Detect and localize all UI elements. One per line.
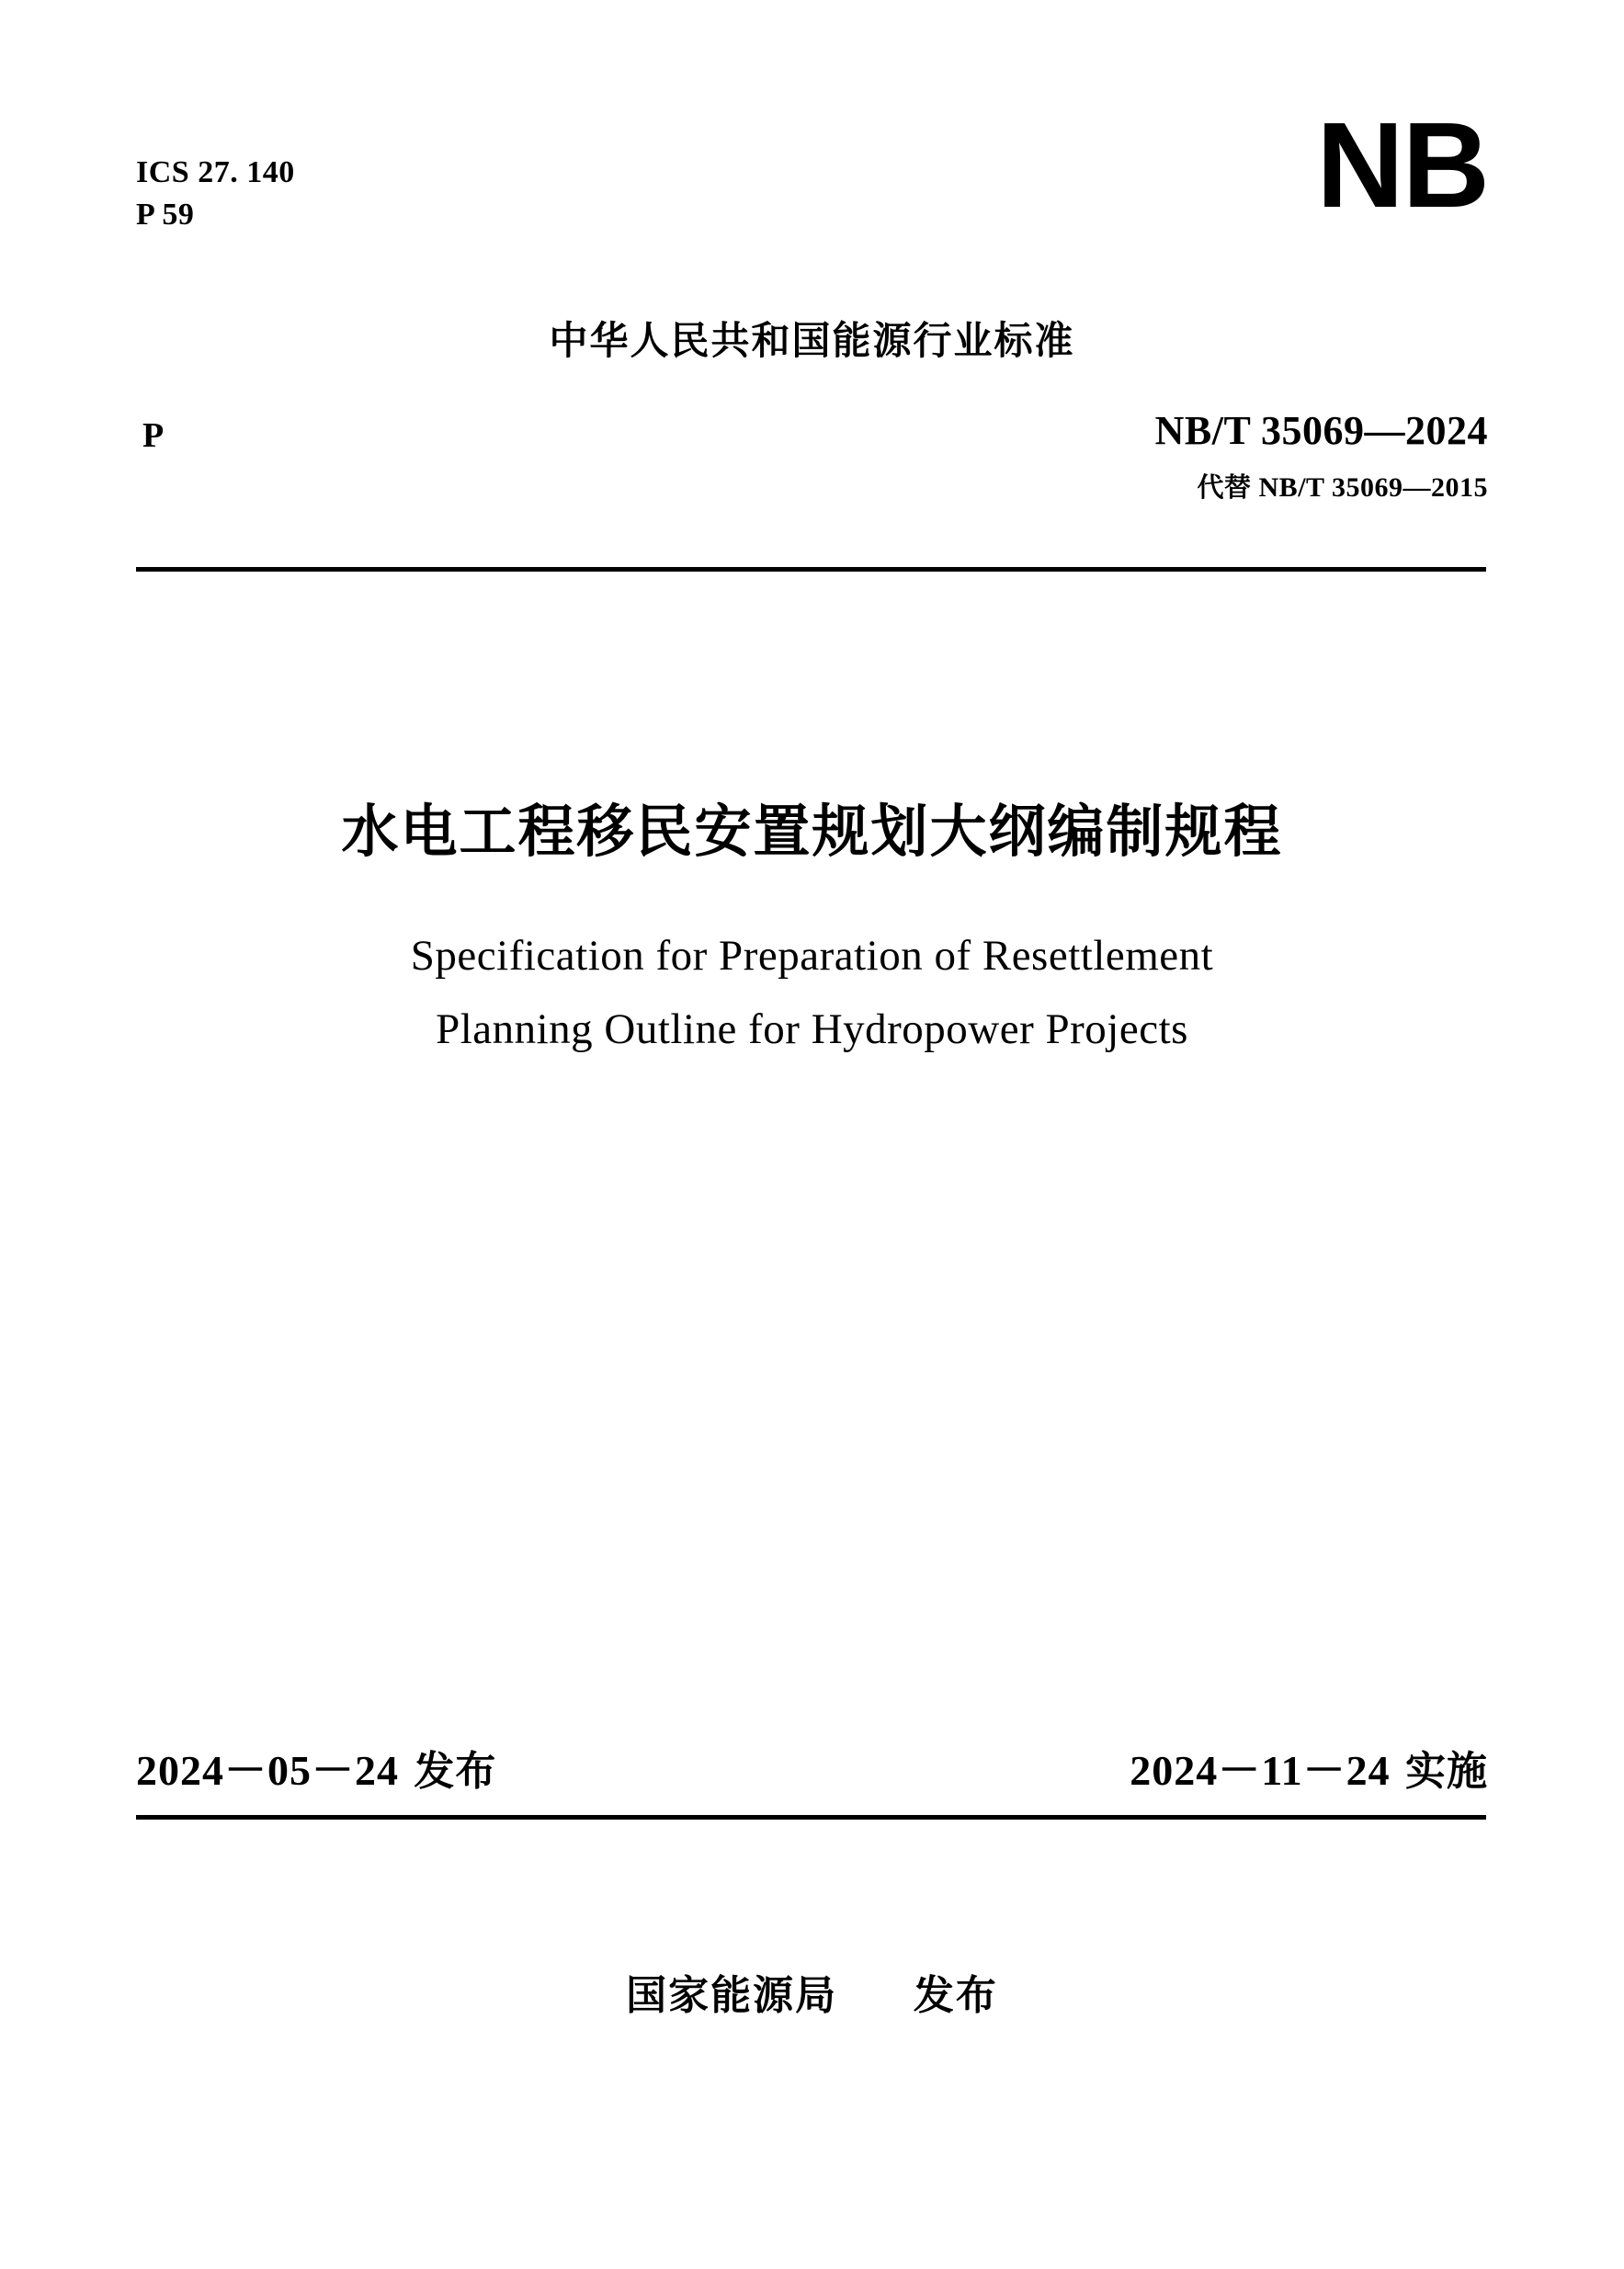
publisher-line: [0, 1962, 1624, 2021]
replaces-number: NB/T 35069—2015: [1258, 472, 1488, 503]
dates-row: [136, 1737, 1488, 1798]
issue-date: 2024－05－24: [136, 1747, 399, 1794]
title-english-line1: Specification for Preparation of Resettlement: [410, 932, 1214, 980]
header-divider: [136, 567, 1486, 572]
organization-title: 中华人民共和国能源行业标准: [549, 318, 1075, 363]
publisher-name: 国家能源局: [626, 1972, 838, 2019]
effective-date: 2024－11－24: [1130, 1747, 1391, 1794]
issue-date-group: [136, 1737, 496, 1798]
effective-date-label: 实施: [1405, 1748, 1488, 1795]
classification-code: P 59: [136, 198, 195, 232]
issue-date-label: 发布: [414, 1748, 497, 1795]
title-english: [0, 919, 1624, 1066]
footer-divider: [136, 1815, 1486, 1820]
replaces-note: [1198, 467, 1489, 505]
title-english-line2: Planning Outline for Hydropower Projects: [436, 1005, 1188, 1053]
title-chinese: 水电工程移民安置规划大纲编制规程: [341, 798, 1283, 865]
publisher-action: 发布: [913, 1972, 998, 2019]
standard-number: NB/T 35069—2024: [1154, 408, 1488, 453]
nb-logo: NB: [1316, 97, 1488, 233]
category-letter: P: [142, 416, 165, 455]
effective-date-group: [1130, 1737, 1488, 1798]
ics-code: ICS 27. 140: [136, 155, 295, 189]
replaces-prefix: 代替: [1197, 471, 1252, 503]
ics-code-block: [136, 152, 295, 236]
